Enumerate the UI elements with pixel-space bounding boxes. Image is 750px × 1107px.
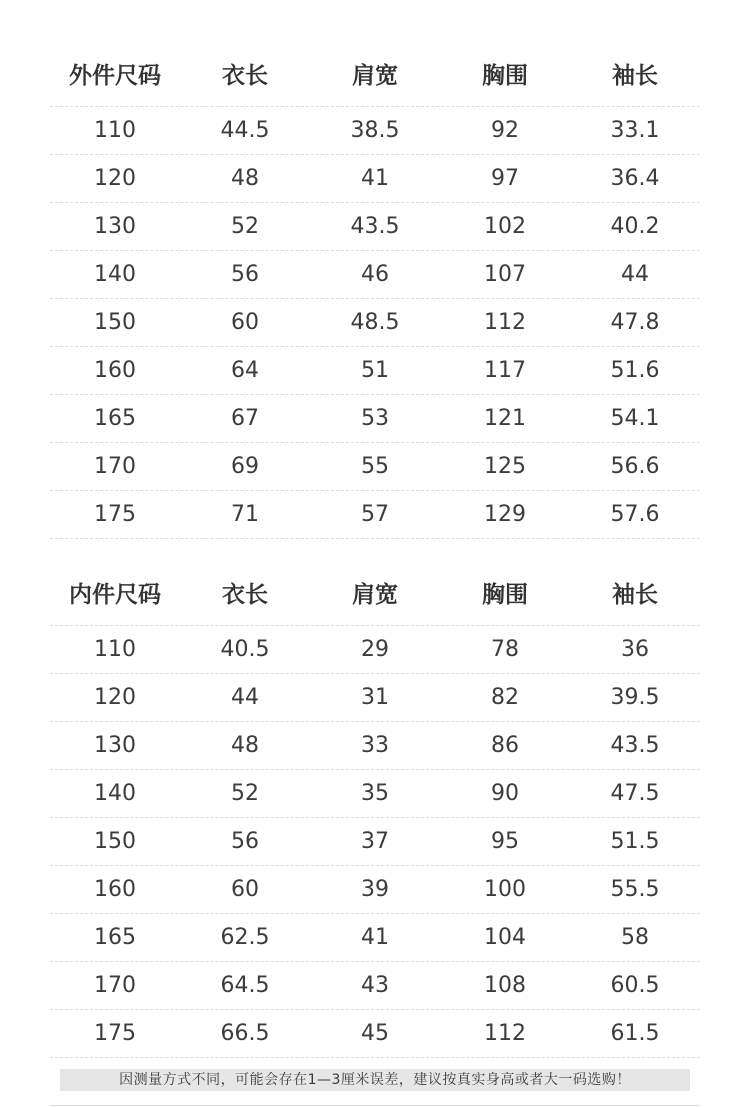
table-row	[50, 203, 700, 251]
cell-shoulder: 39	[361, 877, 389, 902]
cell-shoulder: 29	[361, 637, 389, 662]
cell-length: 52	[231, 214, 259, 239]
cell-length: 52	[231, 781, 259, 806]
cell-shoulder: 35	[361, 781, 389, 806]
cell-sleeve: 47.5	[610, 781, 660, 806]
inner-header-row	[50, 559, 700, 626]
cell-chest: 86	[491, 733, 519, 758]
cell-length: 56	[231, 262, 259, 287]
cell-shoulder: 37	[361, 829, 389, 854]
outer-size-table	[50, 40, 700, 539]
table-row	[50, 251, 700, 299]
cell-size: 110	[94, 118, 136, 143]
table-row	[50, 818, 700, 866]
cell-chest: 82	[491, 685, 519, 710]
cell-chest: 117	[484, 358, 526, 383]
table-row	[50, 626, 700, 674]
table-row	[50, 107, 700, 155]
cell-shoulder: 48.5	[350, 310, 400, 335]
cell-shoulder: 51	[361, 358, 389, 383]
cell-length: 48	[231, 166, 259, 191]
cell-chest: 112	[484, 310, 526, 335]
outer-header-sleeve: 袖长	[612, 62, 658, 89]
cell-size: 175	[94, 1021, 136, 1046]
cell-size: 130	[94, 214, 136, 239]
cell-shoulder: 41	[361, 925, 389, 950]
cell-length: 71	[231, 502, 259, 527]
cell-size: 165	[94, 925, 136, 950]
cell-shoulder: 53	[361, 406, 389, 431]
cell-length: 48	[231, 733, 259, 758]
cell-sleeve: 54.1	[610, 406, 660, 431]
cell-sleeve: 43.5	[610, 733, 660, 758]
inner-header-chest: 胸围	[482, 581, 528, 608]
cell-sleeve: 44	[621, 262, 649, 287]
cell-length: 64	[231, 358, 259, 383]
outer-table-body	[50, 107, 700, 539]
cell-sleeve: 36.4	[610, 166, 660, 191]
table-row	[50, 866, 700, 914]
cell-size: 110	[94, 637, 136, 662]
outer-header-chest: 胸围	[482, 62, 528, 89]
inner-header-shoulder: 肩宽	[352, 581, 398, 608]
cell-chest: 78	[491, 637, 519, 662]
table-row	[50, 914, 700, 962]
cell-shoulder: 33	[361, 733, 389, 758]
table-row	[50, 491, 700, 539]
cell-size: 160	[94, 358, 136, 383]
cell-sleeve: 33.1	[610, 118, 660, 143]
table-row	[50, 962, 700, 1010]
inner-header-size: 内件尺码	[69, 581, 161, 608]
cell-sleeve: 55.5	[610, 877, 660, 902]
cell-size: 160	[94, 877, 136, 902]
outer-header-length: 衣长	[222, 62, 268, 89]
inner-header-length: 衣长	[222, 581, 268, 608]
cell-length: 56	[231, 829, 259, 854]
measurement-note: 因测量方式不同，可能会存在1—3厘米误差，建议按真实身高或者大一码选购！	[60, 1069, 690, 1091]
cell-shoulder: 38.5	[350, 118, 400, 143]
cell-length: 64.5	[220, 973, 270, 998]
cell-sleeve: 39.5	[610, 685, 660, 710]
table-row	[50, 674, 700, 722]
cell-length: 40.5	[220, 637, 270, 662]
cell-length: 60	[231, 310, 259, 335]
inner-header-sleeve: 袖长	[612, 581, 658, 608]
cell-shoulder: 41	[361, 166, 389, 191]
cell-size: 150	[94, 829, 136, 854]
table-row	[50, 299, 700, 347]
cell-chest: 112	[484, 1021, 526, 1046]
cell-chest: 129	[484, 502, 526, 527]
cell-chest: 125	[484, 454, 526, 479]
table-row	[50, 347, 700, 395]
cell-sleeve: 40.2	[610, 214, 660, 239]
outer-header-shoulder: 肩宽	[352, 62, 398, 89]
cell-shoulder: 55	[361, 454, 389, 479]
cell-chest: 100	[484, 877, 526, 902]
cell-chest: 107	[484, 262, 526, 287]
table-row	[50, 155, 700, 203]
cell-sleeve: 60.5	[610, 973, 660, 998]
cell-sleeve: 57.6	[610, 502, 660, 527]
table-row	[50, 395, 700, 443]
cell-length: 60	[231, 877, 259, 902]
cell-sleeve: 47.8	[610, 310, 660, 335]
cell-size: 130	[94, 733, 136, 758]
cell-size: 170	[94, 973, 136, 998]
cell-sleeve: 51.6	[610, 358, 660, 383]
cell-size: 120	[94, 685, 136, 710]
cell-size: 140	[94, 262, 136, 287]
table-row	[50, 1010, 700, 1058]
cell-shoulder: 45	[361, 1021, 389, 1046]
divider	[50, 1105, 700, 1106]
inner-table-body	[50, 626, 700, 1058]
cell-sleeve: 58	[621, 925, 649, 950]
cell-sleeve: 51.5	[610, 829, 660, 854]
cell-chest: 90	[491, 781, 519, 806]
cell-chest: 92	[491, 118, 519, 143]
cell-size: 150	[94, 310, 136, 335]
outer-header-size: 外件尺码	[69, 62, 161, 89]
cell-shoulder: 43	[361, 973, 389, 998]
cell-length: 69	[231, 454, 259, 479]
table-row	[50, 443, 700, 491]
cell-chest: 95	[491, 829, 519, 854]
cell-sleeve: 61.5	[610, 1021, 660, 1046]
cell-size: 175	[94, 502, 136, 527]
cell-chest: 108	[484, 973, 526, 998]
cell-shoulder: 57	[361, 502, 389, 527]
cell-size: 120	[94, 166, 136, 191]
cell-size: 165	[94, 406, 136, 431]
cell-length: 44.5	[220, 118, 270, 143]
cell-length: 67	[231, 406, 259, 431]
cell-size: 140	[94, 781, 136, 806]
table-row	[50, 722, 700, 770]
cell-chest: 104	[484, 925, 526, 950]
cell-chest: 121	[484, 406, 526, 431]
cell-length: 66.5	[220, 1021, 270, 1046]
cell-shoulder: 43.5	[350, 214, 400, 239]
cell-size: 170	[94, 454, 136, 479]
inner-size-table	[50, 559, 700, 1058]
table-row	[50, 770, 700, 818]
cell-sleeve: 36	[621, 637, 649, 662]
outer-header-row	[50, 40, 700, 107]
cell-shoulder: 31	[361, 685, 389, 710]
cell-length: 44	[231, 685, 259, 710]
cell-length: 62.5	[220, 925, 270, 950]
cell-sleeve: 56.6	[610, 454, 660, 479]
cell-chest: 102	[484, 214, 526, 239]
cell-shoulder: 46	[361, 262, 389, 287]
cell-chest: 97	[491, 166, 519, 191]
